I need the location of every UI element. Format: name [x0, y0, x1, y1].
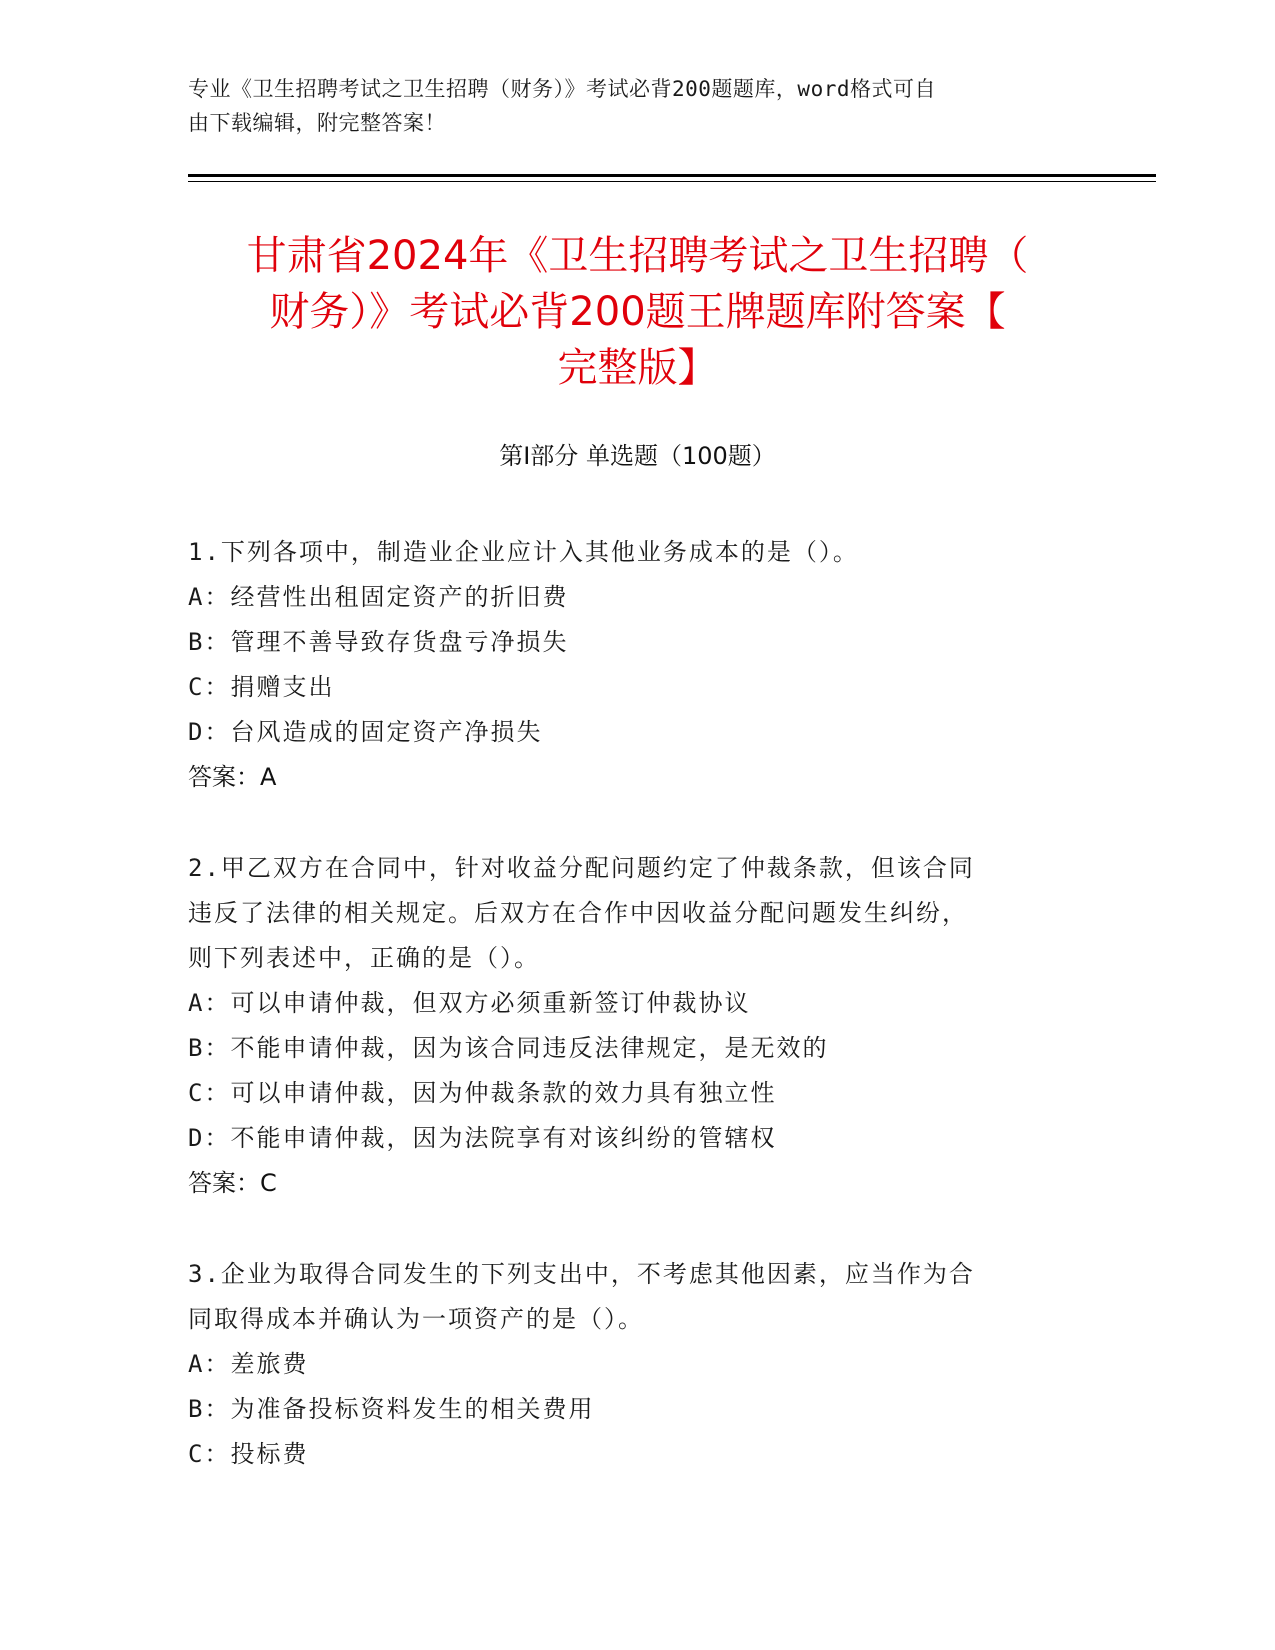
question-stem: 违反了法律的相关规定。后双方在合作中因收益分配问题发生纠纷， — [188, 899, 968, 927]
document-title-line-2: 财务）》考试必背200题王牌题库附答案【 — [269, 289, 1006, 335]
answer: 答案：C — [188, 1169, 277, 1197]
document-title-line-3: 完整版】 — [557, 345, 718, 391]
question-stem: 同取得成本并确认为一项资产的是（）。 — [188, 1305, 644, 1333]
option-b: B：为准备投标资料发生的相关费用 — [188, 1395, 595, 1423]
header-note-line-1: 专业《卫生招聘考试之卫生招聘（财务）》考试必背200题题库，word格式可自 — [188, 77, 936, 101]
option-a: A：可以申请仲裁，但双方必须重新签订仲裁协议 — [188, 989, 751, 1017]
option-d: D：台风造成的固定资产净损失 — [188, 718, 543, 746]
header-note — [188, 72, 1068, 140]
header-divider-thick — [188, 174, 1156, 177]
document-title — [170, 228, 1105, 396]
option-b: B：管理不善导致存货盘亏净损失 — [188, 628, 569, 656]
question-3 — [188, 1252, 1068, 1477]
section-heading: 第Ⅰ部分 单选题（100题） — [499, 442, 776, 470]
option-a: A：经营性出租固定资产的折旧费 — [188, 583, 569, 611]
option-d: D：不能申请仲裁，因为法院享有对该纠纷的管辖权 — [188, 1124, 777, 1152]
option-a: A：差旅费 — [188, 1350, 309, 1378]
option-c: C：捐赠支出 — [188, 673, 335, 701]
question-stem: 3.企业为取得合同发生的下列支出中，不考虑其他因素，应当作为合 — [188, 1260, 975, 1288]
question-stem: 2.甲乙双方在合同中，针对收益分配问题约定了仲裁条款，但该合同 — [188, 854, 975, 882]
question-stem: 1.下列各项中，制造业企业应计入其他业务成本的是（）。 — [188, 538, 859, 566]
question-stem: 则下列表述中，正确的是（）。 — [188, 944, 540, 972]
question-1 — [188, 530, 1068, 800]
option-b: B：不能申请仲裁，因为该合同违反法律规定，是无效的 — [188, 1034, 829, 1062]
document-title-line-1: 甘肃省2024年《卫生招聘考试之卫生招聘（ — [246, 233, 1029, 279]
question-list — [188, 530, 1068, 1523]
option-c: C：可以申请仲裁，因为仲裁条款的效力具有独立性 — [188, 1079, 777, 1107]
option-c: C：投标费 — [188, 1440, 309, 1468]
header-note-line-2: 由下载编辑，附完整答案！ — [188, 111, 446, 135]
header-divider-thin — [188, 181, 1156, 182]
question-2 — [188, 846, 1068, 1206]
answer: 答案：A — [188, 763, 277, 791]
